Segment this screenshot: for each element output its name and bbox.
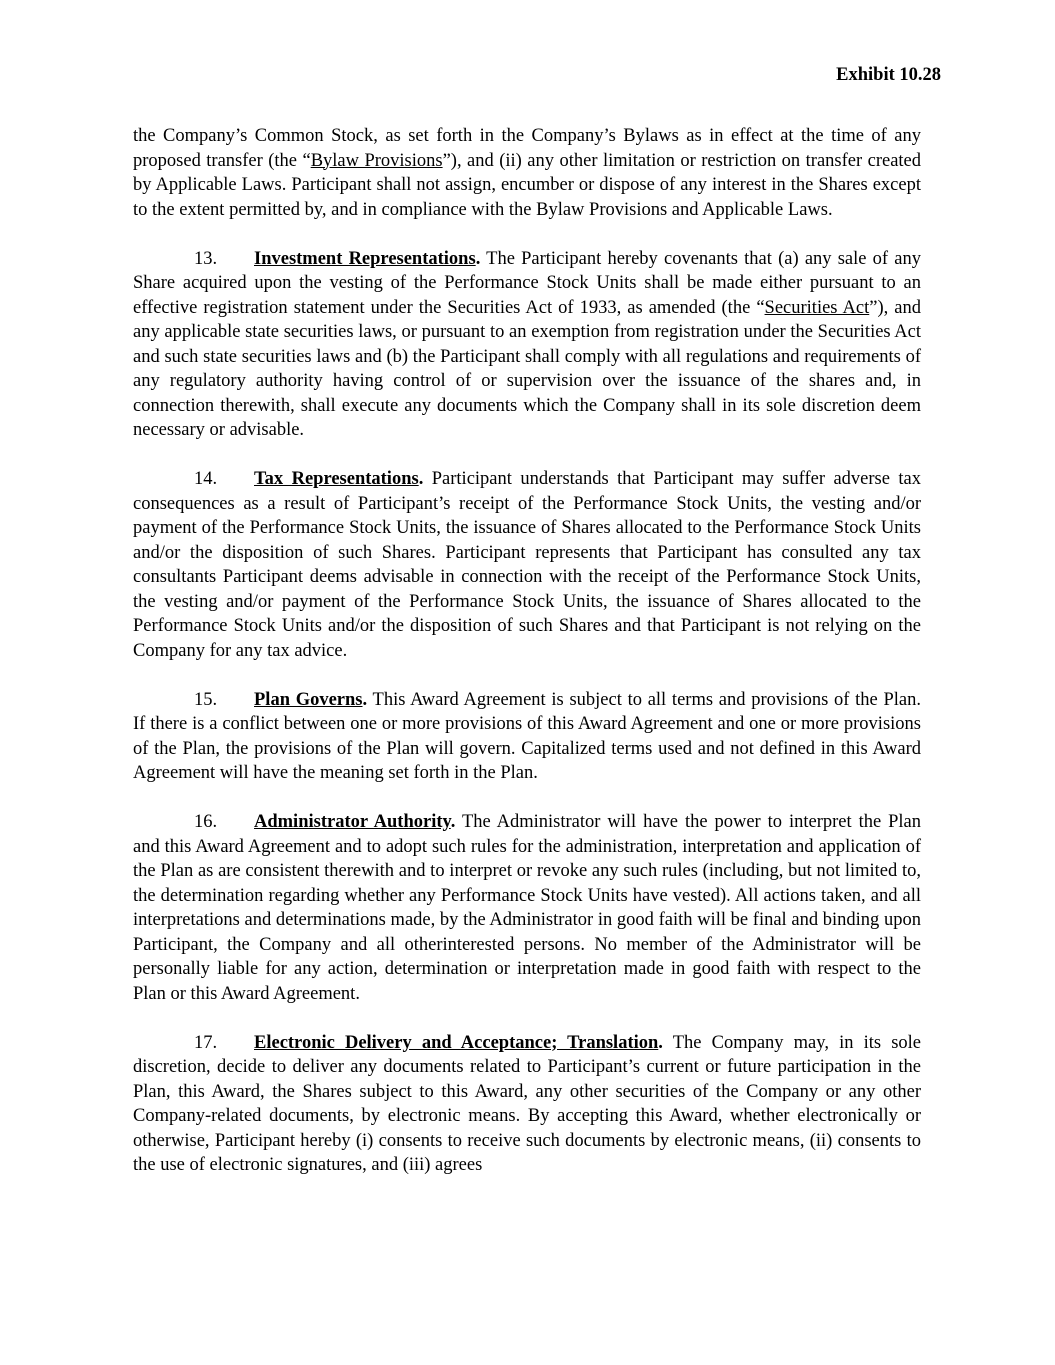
section-number: 15. xyxy=(194,689,218,710)
paragraph-text: ”), and (ii) any other limitation or restriction on transfer created by Applicable Laws. Participant shall not assign, encumber or dispose of any interest in the Shares except to the extent permitted by, and in compliance with the Bylaw Provisions and Applicable Laws. xyxy=(133,150,922,220)
exhibit-label: Exhibit 10.28 xyxy=(836,65,941,85)
section-heading: Investment Representations xyxy=(254,248,476,269)
section-number: 16. xyxy=(194,812,218,832)
paragraph-text: Participant understands that Participant may suffer adverse tax consequences as a result of Participant’s receipt of the Performance Stock Units, the vesting and/or payment of the Performance Stock Units, the issuance of Shares allocated to the Performance Stock Units and/or the disposition of such Shares. Participant represents that Participant has consulted any tax consultants Participant deems advisable in connection with the receipt of the Performance Stock Units, the vesting and/or payment of the Performance Stock Units, the issuance of Shares allocated to the Performance Stock Units and/or the disposition of such Shares and that Participant is not relying on the Company for any tax advice. xyxy=(133,469,921,661)
paragraph-text: ”), and any applicable state securities laws, or pursuant to an exemption from registration under the Securities Act and such state securities laws and (b) the Participant shall comply with all regulations and requirements of any regulatory authority having control of or supervision over the issuance of the shares and, in connection therewith, shall execute any documents which the Company shall in its sole discretion deem necessary or advisable. xyxy=(133,297,921,440)
section-13: 13. Investment Representations. The Participant hereby covenants that (a) any sale of any Share acquired upon the vesting of the Performance Stock Units shall be made either pursuant to an effective registration statement under the Securities Act of 1933, as amended (the “Securities Act”), and any applicable state securities laws, or pursuant to an exemption from registration under the Securities Act and such state securities laws and (b) the Participant shall comply with all regulations and requirements of any regulatory authority having control of or supervision over the issuance of the shares and, in connection therewith, shall execute any documents which the Company shall in its sole discretion deem necessary or advisable. xyxy=(133,248,922,440)
defined-term-bylaw-provisions: Bylaw Provisions xyxy=(310,150,443,171)
document-body xyxy=(133,124,921,1202)
section-number: 13. xyxy=(194,248,218,269)
section-17: 17. Electronic Delivery and Acceptance; Translation. The Company may, in its sole discretion, decide to deliver any documents related to Participant’s current or future participation in the Plan, this Award, the Shares subject to this Award, any other securities of the Company or any other Company-related documents, by electronic means. By accepting this Award, whether electronically or otherwise, Participant hereby (i) consents to receive such documents by electronic means, (ii) consents to the use of electronic signatures, and (iii) agrees xyxy=(133,1032,921,1175)
section-number: 14. xyxy=(194,469,218,489)
section-16: 16. Administrator Authority. The Administrator will have the power to interpret the Plan and this Award Agreement and to adopt such rules for the administration, interpretation and application of the Plan as are consistent therewith and to interpret or revoke any such rules (including, but not limited to, the determination regarding whether any Performance Stock Units have vested). All actions taken, and all interpretations and determinations made, by the Administrator in good faith will be final and binding upon Participant, the Company and all otherinterested persons. No member of the Administrator will be personally liable for any action, determination or interpretation made in good faith with respect to the Plan or this Award Agreement. xyxy=(133,812,921,1004)
paragraph-continuation xyxy=(133,124,921,222)
section-heading: Plan Governs xyxy=(254,689,363,710)
paragraph-text: This Award Agreement is subject to all terms and provisions of the Plan. If there is a conflict between one or more provisions of this Award Agreement and one or more provisions of the Plan, the provisions of the Plan will govern. Capitalized terms used and not defined in this Award Agreement will have the meaning set forth in the Plan. xyxy=(133,689,921,783)
paragraph-text: The Participant hereby covenants that (a) any sale of any Share acquired upon the vesting of the Performance Stock Units shall be made either pursuant to an effective registration statement under the Securities Act of 1933, as amended (the “ xyxy=(133,248,922,318)
paragraph-text: the Company’s Common Stock, as set forth in the Company’s Bylaws as in effect at the time of any proposed transfer (the “ xyxy=(133,126,921,171)
section-heading: Electronic Delivery and Acceptance; Translation xyxy=(254,1032,659,1053)
section-heading: Tax Representations xyxy=(254,469,419,489)
paragraph-text: The Company may, in its sole discretion, decide to deliver any documents related to Participant’s current or future participation in the Plan, this Award, the Shares subject to this Award, any other securities of the Company or any other Company-related documents, by electronic means. By accepting this Award, whether electronically or otherwise, Participant hereby (i) consents to receive such documents by electronic means, (ii) consents to the use of electronic signatures, and (iii) agrees xyxy=(133,1032,921,1175)
section-number: 17. xyxy=(194,1032,218,1053)
section-heading: Administrator Authority xyxy=(254,812,451,832)
section-14: 14. Tax Representations. Participant understands that Participant may suffer adverse tax consequences as a result of Participant’s receipt of the Performance Stock Units, the vesting and/or payment of the Performance Stock Units, the issuance of Shares allocated to the Performance Stock Units and/or the disposition of such Shares. Participant represents that Participant has consulted any tax consultants Participant deems advisable in connection with the receipt of the Performance Stock Units, the vesting and/or payment of the Performance Stock Units, the issuance of Shares allocated to the Performance Stock Units and/or the disposition of such Shares and that Participant is not relying on the Company for any tax advice. xyxy=(133,469,921,661)
defined-term-securities-act: Securities Act xyxy=(764,297,870,318)
section-15: 15. Plan Governs. This Award Agreement is subject to all terms and provisions of the Plan. If there is a conflict between one or more provisions of this Award Agreement and one or more provisions of the Plan, the provisions of the Plan will govern. Capitalized terms used and not defined in this Award Agreement will have the meaning set forth in the Plan. xyxy=(133,689,921,783)
paragraph-text: The Administrator will have the power to interpret the Plan and this Award Agreement and to adopt such rules for the administration, interpretation and application of the Plan as are consistent therewith and to interpret or revoke any such rules (including, but not limited to, the determination regarding whether any Performance Stock Units have vested). All actions taken, and all interpretations and determinations made, by the Administrator in good faith will be final and binding upon Participant, the Company and all otherinterested persons. No member of the Administrator will be personally liable for any action, determination or interpretation made in good faith with respect to the Plan or this Award Agreement. xyxy=(133,812,921,1004)
